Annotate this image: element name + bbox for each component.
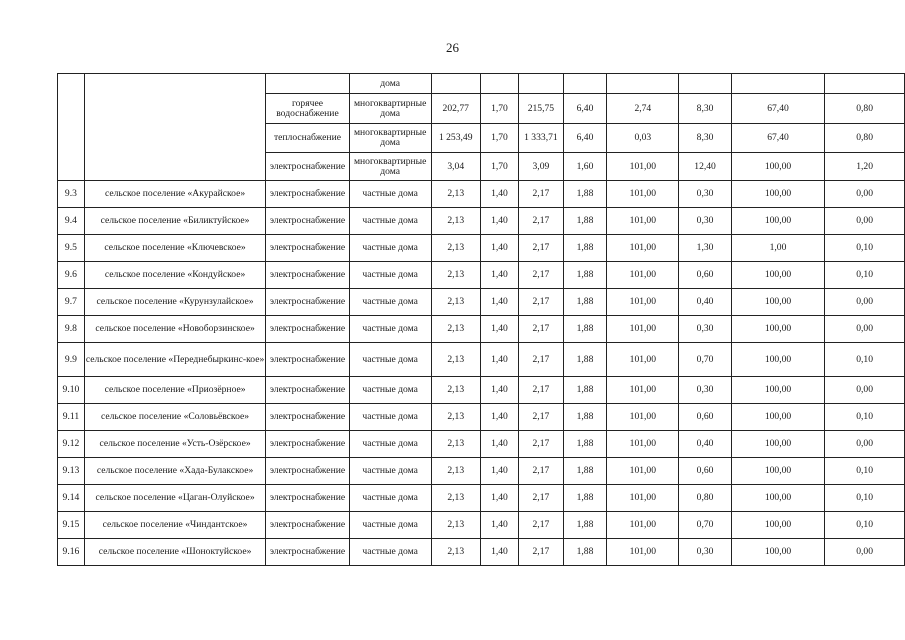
value-cell: 100,00: [731, 262, 824, 289]
value-cell: 0,60: [679, 262, 731, 289]
value-cell: 101,00: [607, 208, 679, 235]
value-cell: 2,13: [431, 235, 480, 262]
value-cell: 100,00: [731, 316, 824, 343]
table-row: [58, 485, 905, 512]
value-cell: [731, 74, 824, 94]
row-number-cell: 9.6: [58, 262, 85, 289]
row-number-cell: 9.5: [58, 235, 85, 262]
value-cell: 0,60: [679, 458, 731, 485]
value-cell: 3,09: [519, 153, 564, 181]
value-cell: 215,75: [519, 94, 564, 124]
value-cell: [607, 74, 679, 94]
building-type-cell: частные дома: [349, 343, 431, 377]
service-cell: электроснабжение: [266, 485, 349, 512]
value-cell: 0,10: [825, 404, 905, 431]
building-type-cell: многоквартирные дома: [349, 124, 431, 153]
value-cell: 0,40: [679, 431, 731, 458]
value-cell: 1,60: [563, 153, 607, 181]
row-number-cell: 9.10: [58, 377, 85, 404]
building-type-cell: частные дома: [349, 512, 431, 539]
value-cell: 0,80: [825, 94, 905, 124]
value-cell: 0,00: [825, 208, 905, 235]
value-cell: 2,17: [519, 316, 564, 343]
table-row: [58, 431, 905, 458]
value-cell: 1,88: [563, 208, 607, 235]
value-cell: [679, 74, 731, 94]
value-cell: 2,17: [519, 262, 564, 289]
service-cell: электроснабжение: [266, 235, 349, 262]
value-cell: 100,00: [731, 512, 824, 539]
table-row: [58, 377, 905, 404]
value-cell: 8,30: [679, 94, 731, 124]
service-cell: горячее водоснабжение: [266, 94, 349, 124]
service-cell: теплоснабжение: [266, 124, 349, 153]
value-cell: 1,20: [825, 153, 905, 181]
value-cell: 1,88: [563, 485, 607, 512]
service-cell: электроснабжение: [266, 431, 349, 458]
row-number-cell: 9.9: [58, 343, 85, 377]
value-cell: 2,13: [431, 343, 480, 377]
value-cell: 2,13: [431, 208, 480, 235]
value-cell: 0,10: [825, 343, 905, 377]
value-cell: 1,40: [480, 512, 518, 539]
table-row: [58, 74, 905, 94]
service-cell: электроснабжение: [266, 289, 349, 316]
value-cell: 1,40: [480, 208, 518, 235]
value-cell: 2,13: [431, 316, 480, 343]
service-cell: электроснабжение: [266, 316, 349, 343]
value-cell: 0,00: [825, 289, 905, 316]
row-number-cell: 9.16: [58, 539, 85, 566]
value-cell: 100,00: [731, 485, 824, 512]
value-cell: 2,17: [519, 208, 564, 235]
building-type-cell: частные дома: [349, 262, 431, 289]
value-cell: 100,00: [731, 289, 824, 316]
value-cell: 101,00: [607, 262, 679, 289]
value-cell: 1,40: [480, 458, 518, 485]
value-cell: 1,70: [480, 124, 518, 153]
value-cell: 101,00: [607, 485, 679, 512]
settlement-name-cell: сельское поселение «Биликтуйское»: [84, 208, 265, 235]
value-cell: 2,13: [431, 512, 480, 539]
service-cell: [266, 74, 349, 94]
service-cell: электроснабжение: [266, 343, 349, 377]
value-cell: 1,88: [563, 235, 607, 262]
value-cell: 101,00: [607, 235, 679, 262]
value-cell: 0,00: [825, 431, 905, 458]
value-cell: [431, 74, 480, 94]
settlement-name-cell: сельское поселение «Шоноктуйское»: [84, 539, 265, 566]
value-cell: 2,17: [519, 458, 564, 485]
value-cell: 3,04: [431, 153, 480, 181]
settlement-name-cell: сельское поселение «Чиндантское»: [84, 512, 265, 539]
settlement-name-cell: сельское поселение «Кондуйское»: [84, 262, 265, 289]
value-cell: 2,17: [519, 431, 564, 458]
value-cell: 0,40: [679, 289, 731, 316]
row-number-cell: 9.13: [58, 458, 85, 485]
value-cell: 2,13: [431, 485, 480, 512]
service-cell: электроснабжение: [266, 208, 349, 235]
value-cell: 67,40: [731, 94, 824, 124]
value-cell: 1,40: [480, 377, 518, 404]
value-cell: 100,00: [731, 153, 824, 181]
table-row: [58, 235, 905, 262]
value-cell: 100,00: [731, 377, 824, 404]
value-cell: 1,40: [480, 343, 518, 377]
service-cell: электроснабжение: [266, 404, 349, 431]
row-number-cell: 9.7: [58, 289, 85, 316]
building-type-cell: частные дома: [349, 235, 431, 262]
value-cell: 2,17: [519, 404, 564, 431]
settlement-name-cell: сельское поселение «Усть-Озёрское»: [84, 431, 265, 458]
table-row: [58, 458, 905, 485]
value-cell: 2,13: [431, 404, 480, 431]
value-cell: 0,30: [679, 181, 731, 208]
value-cell: 2,13: [431, 262, 480, 289]
value-cell: 101,00: [607, 377, 679, 404]
settlement-name-cell: сельское поселение «Акурайское»: [84, 181, 265, 208]
value-cell: 0,00: [825, 316, 905, 343]
value-cell: 1,40: [480, 404, 518, 431]
value-cell: 12,40: [679, 153, 731, 181]
building-type-cell: частные дома: [349, 181, 431, 208]
settlement-name-cell: сельское поселение «Приозёрное»: [84, 377, 265, 404]
settlement-name-cell: сельское поселение «Новоборзинское»: [84, 316, 265, 343]
value-cell: 0,30: [679, 377, 731, 404]
table-row: [58, 539, 905, 566]
value-cell: 101,00: [607, 458, 679, 485]
value-cell: 2,13: [431, 431, 480, 458]
settlement-name-cell: сельское поселение «Хада-Булакское»: [84, 458, 265, 485]
row-number-cell: 9.8: [58, 316, 85, 343]
value-cell: 2,17: [519, 181, 564, 208]
value-cell: 0,03: [607, 124, 679, 153]
value-cell: 0,00: [825, 539, 905, 566]
value-cell: 6,40: [563, 124, 607, 153]
settlement-name-cell: сельское поселение «Ключевское»: [84, 235, 265, 262]
value-cell: 0,10: [825, 458, 905, 485]
value-cell: 0,60: [679, 404, 731, 431]
service-cell: электроснабжение: [266, 512, 349, 539]
value-cell: 1,70: [480, 153, 518, 181]
value-cell: 101,00: [607, 539, 679, 566]
value-cell: 1,88: [563, 512, 607, 539]
table-row: [58, 316, 905, 343]
value-cell: 1,40: [480, 235, 518, 262]
value-cell: 101,00: [607, 153, 679, 181]
value-cell: 100,00: [731, 539, 824, 566]
value-cell: 1 333,71: [519, 124, 564, 153]
page-number: 26: [446, 40, 459, 55]
value-cell: 1,40: [480, 289, 518, 316]
value-cell: 1,40: [480, 262, 518, 289]
value-cell: 101,00: [607, 316, 679, 343]
building-type-cell: частные дома: [349, 431, 431, 458]
value-cell: 1,40: [480, 485, 518, 512]
value-cell: 100,00: [731, 208, 824, 235]
value-cell: 0,80: [825, 124, 905, 153]
settlement-name-cell: сельское поселение «Курунзулайское»: [84, 289, 265, 316]
row-number-cell: 9.14: [58, 485, 85, 512]
building-type-cell: частные дома: [349, 404, 431, 431]
row-number-cell: 9.3: [58, 181, 85, 208]
service-cell: электроснабжение: [266, 377, 349, 404]
value-cell: 1,70: [480, 94, 518, 124]
value-cell: 2,13: [431, 377, 480, 404]
building-type-cell: частные дома: [349, 458, 431, 485]
value-cell: [563, 74, 607, 94]
value-cell: 0,10: [825, 485, 905, 512]
value-cell: 0,80: [679, 485, 731, 512]
value-cell: 101,00: [607, 404, 679, 431]
value-cell: 202,77: [431, 94, 480, 124]
value-cell: 0,30: [679, 316, 731, 343]
table-body: [58, 74, 905, 566]
value-cell: 2,13: [431, 289, 480, 316]
building-type-cell: частные дома: [349, 539, 431, 566]
building-type-cell: частные дома: [349, 208, 431, 235]
service-cell: электроснабжение: [266, 458, 349, 485]
value-cell: 101,00: [607, 343, 679, 377]
value-cell: [519, 74, 564, 94]
value-cell: 1,88: [563, 539, 607, 566]
table-row: [58, 262, 905, 289]
value-cell: 1,88: [563, 377, 607, 404]
table-row: [58, 404, 905, 431]
value-cell: 1,88: [563, 404, 607, 431]
value-cell: 100,00: [731, 431, 824, 458]
value-cell: 2,17: [519, 539, 564, 566]
value-cell: 100,00: [731, 404, 824, 431]
value-cell: 100,00: [731, 343, 824, 377]
value-cell: 0,70: [679, 512, 731, 539]
value-cell: 2,17: [519, 289, 564, 316]
value-cell: 1,88: [563, 343, 607, 377]
building-type-cell: частные дома: [349, 316, 431, 343]
value-cell: 0,10: [825, 235, 905, 262]
settlement-name-cell: сельское поселение «Соловьёвское»: [84, 404, 265, 431]
value-cell: 101,00: [607, 181, 679, 208]
value-cell: 1,40: [480, 431, 518, 458]
table-row: [58, 181, 905, 208]
building-type-cell: частные дома: [349, 289, 431, 316]
value-cell: 1,88: [563, 181, 607, 208]
value-cell: 1,88: [563, 458, 607, 485]
settlement-name-cell: сельское поселение «Цаган-Олуйское»: [84, 485, 265, 512]
value-cell: 2,17: [519, 343, 564, 377]
value-cell: 2,17: [519, 235, 564, 262]
building-type-cell: частные дома: [349, 485, 431, 512]
table-row: [58, 512, 905, 539]
value-cell: [825, 74, 905, 94]
row-number-cell: 9.11: [58, 404, 85, 431]
table-row: [58, 208, 905, 235]
value-cell: 67,40: [731, 124, 824, 153]
row-number-cell: [58, 74, 85, 181]
value-cell: 2,74: [607, 94, 679, 124]
building-type-cell: многоквартирные дома: [349, 94, 431, 124]
value-cell: 0,00: [825, 377, 905, 404]
value-cell: 6,40: [563, 94, 607, 124]
value-cell: 1,40: [480, 181, 518, 208]
value-cell: 0,70: [679, 343, 731, 377]
value-cell: 2,17: [519, 512, 564, 539]
value-cell: 1,88: [563, 316, 607, 343]
tariff-table: [57, 73, 905, 566]
row-number-cell: 9.12: [58, 431, 85, 458]
value-cell: 2,17: [519, 377, 564, 404]
value-cell: 8,30: [679, 124, 731, 153]
value-cell: 1,88: [563, 262, 607, 289]
row-number-cell: 9.15: [58, 512, 85, 539]
building-type-cell: дома: [349, 74, 431, 94]
value-cell: 101,00: [607, 512, 679, 539]
building-type-cell: многоквартирные дома: [349, 153, 431, 181]
value-cell: [480, 74, 518, 94]
value-cell: 0,00: [825, 181, 905, 208]
service-cell: электроснабжение: [266, 262, 349, 289]
value-cell: 1,00: [731, 235, 824, 262]
value-cell: 101,00: [607, 431, 679, 458]
value-cell: 101,00: [607, 289, 679, 316]
value-cell: 0,30: [679, 208, 731, 235]
value-cell: 1,40: [480, 316, 518, 343]
service-cell: электроснабжение: [266, 153, 349, 181]
settlement-name-cell: сельское поселение «Переднебыркинс-кое»: [84, 343, 265, 377]
table-row: [58, 343, 905, 377]
building-type-cell: частные дома: [349, 377, 431, 404]
value-cell: 0,10: [825, 512, 905, 539]
value-cell: 1,88: [563, 289, 607, 316]
value-cell: 1 253,49: [431, 124, 480, 153]
value-cell: 1,40: [480, 539, 518, 566]
row-number-cell: 9.4: [58, 208, 85, 235]
value-cell: 0,10: [825, 262, 905, 289]
value-cell: 100,00: [731, 458, 824, 485]
value-cell: 0,30: [679, 539, 731, 566]
service-cell: электроснабжение: [266, 539, 349, 566]
value-cell: 2,13: [431, 539, 480, 566]
table-row: [58, 289, 905, 316]
value-cell: 1,88: [563, 431, 607, 458]
value-cell: 2,13: [431, 458, 480, 485]
value-cell: 1,30: [679, 235, 731, 262]
settlement-name-cell: [84, 74, 265, 181]
service-cell: электроснабжение: [266, 181, 349, 208]
value-cell: 100,00: [731, 181, 824, 208]
value-cell: 2,13: [431, 181, 480, 208]
value-cell: 2,17: [519, 485, 564, 512]
